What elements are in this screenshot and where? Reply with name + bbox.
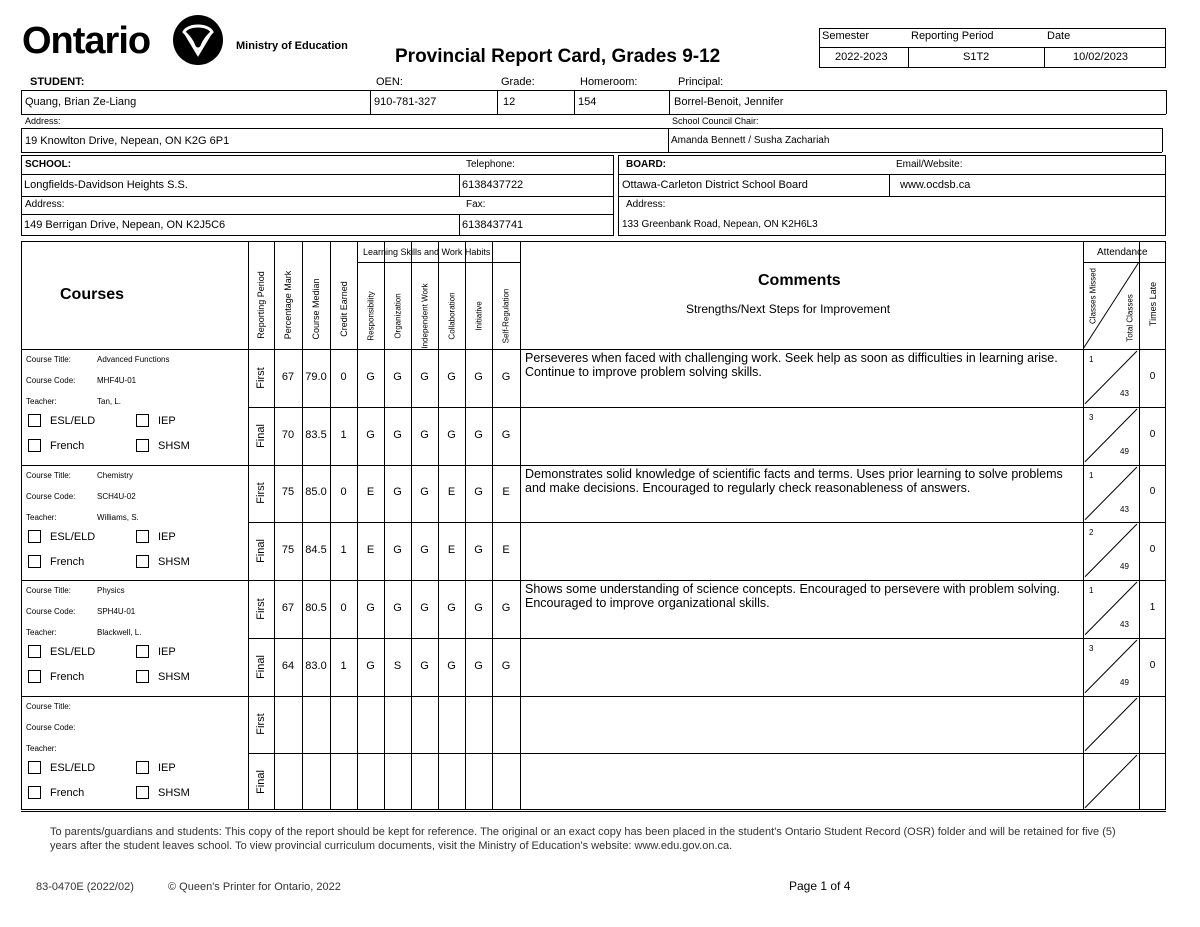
lswh-header: Learning Skills and Work Habits	[363, 247, 491, 257]
course-0-final-skill-3: G	[447, 428, 456, 441]
skill-header-0: Responsibility	[366, 290, 375, 341]
course-2-final-median: 83.0	[305, 659, 327, 672]
course-3-esl-label: ESL/ELD	[50, 761, 96, 774]
comments-header: Comments	[758, 272, 841, 289]
skill-header-1: Organization	[393, 292, 402, 339]
course-1-iep-checkbox[interactable]	[136, 530, 149, 543]
course-0-info-value-0: Advanced Functions	[97, 355, 170, 364]
course-1-first-skill-2: G	[420, 486, 429, 499]
course-0-first-late: 0	[1149, 370, 1156, 382]
semester-value: 2022-2023	[835, 51, 888, 63]
course-1-comment: Demonstrates solid knowledge of scientific facts and terms. Uses prior learning to solve problems and make decisions. Encouraged to regularly check reasonableness of answers.	[525, 466, 1063, 495]
ministry-label: Ministry of Education	[236, 40, 348, 52]
oen-value: 910-781-327	[374, 96, 437, 108]
course-0-final-skill-0: G	[366, 428, 375, 441]
date-value: 10/02/2023	[1073, 51, 1129, 63]
school-label: SCHOOL:	[25, 159, 72, 170]
course-2-first-skill-5: G	[501, 601, 511, 614]
comments-subheader: Strengths/Next Steps for Improvement	[686, 302, 891, 316]
board-name: Ottawa-Carleton District School Board	[622, 179, 808, 191]
course-0-first-skill-2: G	[420, 370, 429, 383]
attendance-header: Attendance	[1097, 247, 1148, 258]
course-3-french-label: French	[50, 786, 85, 799]
course-0-first-mark: 67	[281, 370, 295, 383]
course-1-final-skill-3: E	[447, 544, 456, 557]
classes-missed-header: Classes Missed	[1088, 267, 1098, 325]
course-1-info-value-1: SCH4U-02	[97, 491, 136, 501]
course-2-info-value-1: SPH4U-01	[97, 607, 136, 616]
course-0-esl-label: ESL/ELD	[50, 415, 96, 427]
course-2-first-total: 43	[1120, 620, 1129, 629]
semester-label: Semester	[822, 30, 870, 42]
course-0-french-checkbox[interactable]	[28, 439, 41, 452]
course-0-final-skill-1: G	[393, 428, 402, 441]
course-2-first-skill-4: G	[474, 601, 483, 614]
course-1-first-mark: 75	[281, 486, 295, 499]
courses-header: Courses	[60, 286, 125, 303]
course-2-first-mark: 67	[281, 601, 295, 614]
page-number: Page 1 of 4	[789, 879, 851, 893]
grade-label: Grade:	[501, 76, 535, 88]
course-2-final-skill-0: G	[366, 659, 375, 672]
course-0-final-total: 49	[1120, 446, 1129, 456]
course-1-info-value-0: Chemistry	[97, 470, 134, 480]
course-1-first-late: 0	[1149, 486, 1156, 498]
period-value: S1T2	[963, 51, 990, 63]
course-0-final-median: 83.5	[305, 428, 327, 441]
grade-value: 12	[503, 96, 516, 108]
course-0-first-missed: 1	[1089, 355, 1094, 364]
course-1-final-skill-4: G	[474, 544, 483, 557]
course-2-first-skill-3: G	[447, 601, 456, 614]
course-3-final-attendance-diagonal	[1083, 753, 1139, 811]
course-0-final-credit: 1	[340, 428, 347, 441]
course-2-first-missed: 1	[1089, 586, 1094, 595]
course-2-info-label-1: Course Code:	[26, 607, 76, 616]
course-3-shsm-label: SHSM	[158, 786, 190, 799]
school-address: 149 Berrigan Drive, Nepean, ON K2J5C6	[24, 219, 226, 231]
course-2-final-skill-1: S	[393, 659, 402, 672]
course-1-final-period: Final	[255, 539, 267, 564]
course-0-info-label-0: Course Title:	[26, 355, 71, 364]
course-1-first-missed: 1	[1089, 470, 1094, 480]
course-2-first-median: 80.5	[305, 601, 327, 614]
reporting-period-header: Reporting Period	[256, 271, 266, 339]
ontario-trillium-logo	[172, 14, 224, 66]
course-2-first-late: 1	[1149, 601, 1156, 613]
course-2-iep-label: IEP	[158, 646, 176, 658]
course-0-first-period: First	[255, 367, 267, 389]
course-2-first-credit: 0	[340, 601, 347, 614]
course-0-final-period: Final	[255, 423, 267, 448]
course-0-first-total: 43	[1120, 389, 1129, 398]
course-2-first-period: First	[255, 598, 267, 620]
course-3-info-label-1: Course Code:	[26, 722, 76, 732]
course-3-french-checkbox[interactable]	[28, 786, 41, 799]
course-0-first-median: 79.0	[305, 370, 327, 383]
school-name: Longfields-Davidson Heights S.S.	[24, 179, 188, 191]
course-2-final-skill-5: G	[501, 659, 511, 672]
course-1-esl-checkbox[interactable]	[28, 530, 41, 543]
course-2-french-checkbox[interactable]	[28, 670, 41, 683]
course-1-info-value-2: Williams, S.	[97, 512, 139, 522]
course-2-info-label-0: Course Title:	[26, 586, 71, 595]
course-1-french-label: French	[50, 555, 85, 568]
student-label: STUDENT:	[30, 76, 85, 88]
course-1-first-skill-3: E	[447, 486, 456, 499]
course-0-info-label-1: Course Code:	[26, 376, 76, 385]
course-1-final-skill-5: E	[502, 544, 510, 557]
course-1-final-skill-2: G	[420, 544, 429, 557]
course-0-comment: Perseveres when faced with challenging work. Seek help as soon as difficulties in learning arise. Continue to improve problem solving skills.	[525, 351, 1058, 379]
course-1-shsm-checkbox[interactable]	[136, 555, 149, 568]
course-0-iep-checkbox[interactable]	[136, 414, 149, 427]
course-1-first-skill-1: G	[393, 486, 402, 499]
course-2-first-skill-0: G	[366, 601, 375, 614]
course-1-final-total: 49	[1120, 562, 1129, 572]
course-0-first-skill-0: G	[366, 370, 375, 383]
homeroom-value: 154	[578, 96, 597, 108]
course-0-esl-checkbox[interactable]	[28, 414, 41, 427]
course-1-esl-label: ESL/ELD	[50, 530, 96, 543]
course-2-first-skill-1: G	[393, 601, 402, 614]
course-0-first-skill-1: G	[393, 370, 402, 383]
course-0-info-label-2: Teacher:	[26, 397, 57, 406]
course-2-final-mark: 64	[281, 659, 295, 672]
course-0-first-skill-5: G	[501, 370, 511, 383]
student-address-label: Address:	[25, 116, 61, 126]
course-2-final-skill-3: G	[447, 659, 456, 672]
course-3-shsm-checkbox[interactable]	[136, 786, 149, 799]
course-2-info-value-0: Physics	[97, 586, 125, 595]
copyright: © Queen's Printer for Ontario, 2022	[168, 881, 341, 893]
course-1-first-median: 85.0	[305, 486, 327, 499]
course-1-final-credit: 1	[340, 544, 347, 557]
course-0-shsm-checkbox[interactable]	[136, 439, 149, 452]
course-0-first-credit: 0	[340, 370, 347, 383]
course-2-info-value-2: Blackwell, L.	[97, 628, 142, 637]
fax-value: 6138437741	[462, 219, 524, 231]
course-1-info-label-1: Course Code:	[26, 491, 76, 501]
percentage-mark-header: Percentage Mark	[283, 270, 293, 340]
date-label: Date	[1047, 30, 1071, 42]
principal-value: Borrel-Benoit, Jennifer	[674, 96, 784, 108]
skill-header-3: Collaboration	[447, 291, 456, 340]
course-0-first-skill-4: G	[474, 370, 483, 383]
course-1-final-missed: 2	[1089, 528, 1094, 538]
course-1-first-skill-5: E	[502, 486, 510, 499]
fax-label: Fax:	[466, 199, 486, 210]
course-2-esl-label: ESL/ELD	[50, 646, 96, 658]
course-1-final-skill-0: E	[366, 544, 375, 557]
course-2-final-missed: 3	[1089, 643, 1094, 653]
course-0-final-skill-5: G	[501, 428, 511, 441]
course-3-first-attendance-diagonal	[1083, 696, 1139, 754]
course-1-shsm-label: SHSM	[158, 555, 190, 568]
period-label: Reporting Period	[911, 30, 994, 42]
principal-label: Principal:	[678, 76, 724, 88]
course-3-esl-checkbox[interactable]	[28, 761, 41, 774]
phone-label: Telephone:	[466, 159, 515, 170]
course-1-first-skill-4: G	[474, 486, 483, 499]
course-2-shsm-checkbox[interactable]	[136, 670, 149, 683]
board-address-label: Address:	[626, 199, 666, 210]
course-1-first-credit: 0	[340, 486, 347, 499]
course-2-final-credit: 1	[340, 659, 347, 672]
course-1-iep-label: IEP	[158, 530, 176, 543]
student-address: 19 Knowlton Drive, Nepean, ON K2G 6P1	[25, 135, 230, 147]
course-0-first-skill-3: G	[447, 370, 456, 383]
table-border	[21, 241, 1166, 810]
skill-header-4: Initiative	[474, 300, 483, 331]
board-label: BOARD:	[626, 159, 666, 170]
course-2-final-late: 0	[1149, 659, 1156, 671]
course-2-final-period: Final	[255, 654, 267, 679]
footer-note: To parents/guardians and students: This copy of the report should be kept for reference. The original or an exact copy has been placed in the student's Ontario Student Record (OSR) folder and will be retained for five (5) years after the student leaves school. To view provincial curriculum documents, visit the Ministry of Education's website: www.edu.gov.on.ca.	[50, 826, 1116, 852]
school-address-label: Address:	[25, 199, 65, 210]
course-0-info-value-1: MHF4U-01	[97, 376, 137, 385]
board-address: 133 Greenbank Road, Nepean, ON K2H6L3	[622, 219, 818, 230]
course-1-final-late: 0	[1149, 544, 1156, 556]
course-2-final-skill-4: G	[474, 659, 483, 672]
form-code: 83-0470E (2022/02)	[36, 881, 134, 893]
course-1-first-skill-0: E	[366, 486, 375, 499]
course-0-final-late: 0	[1149, 428, 1156, 440]
course-0-final-mark: 70	[281, 428, 295, 441]
course-1-info-label-2: Teacher:	[26, 512, 57, 522]
oen-label: OEN:	[376, 76, 403, 88]
credit-earned-header: Credit Earned	[338, 281, 349, 337]
course-1-first-period: First	[255, 482, 267, 505]
total-classes-header: Total Classes	[1125, 294, 1135, 342]
course-1-french-checkbox[interactable]	[28, 555, 41, 568]
course-median-header: Course Median	[311, 278, 321, 340]
course-3-final-period: Final	[255, 770, 267, 795]
web-value: www.ocdsb.ca	[900, 179, 971, 191]
course-2-first-skill-2: G	[420, 601, 429, 614]
course-3-iep-checkbox[interactable]	[136, 761, 149, 774]
skill-header-2: Independent Work	[420, 282, 429, 349]
student-name: Quang, Brian Ze-Liang	[25, 96, 137, 108]
course-2-comment: Shows some understanding of science concepts. Encouraged to persevere with problem solving. Encouraged to improve organizational skills.	[525, 582, 1061, 610]
council-label: School Council Chair:	[672, 116, 759, 126]
course-2-info-label-2: Teacher:	[26, 628, 57, 637]
course-1-first-total: 43	[1120, 504, 1129, 514]
web-label: Email/Website:	[896, 159, 963, 170]
homeroom-label: Homeroom:	[580, 76, 638, 88]
course-0-final-missed: 3	[1089, 412, 1094, 422]
course-3-first-period: First	[255, 713, 267, 736]
course-2-shsm-label: SHSM	[158, 671, 190, 683]
course-2-iep-checkbox[interactable]	[136, 645, 149, 658]
page-title: Provincial Report Card, Grades 9-12	[395, 46, 721, 67]
course-3-iep-label: IEP	[158, 761, 176, 774]
course-2-final-total: 49	[1120, 677, 1129, 687]
course-1-final-mark: 75	[281, 544, 295, 557]
course-0-final-skill-2: G	[420, 428, 429, 441]
council-value: Amanda Bennett / Susha Zachariah	[671, 135, 830, 146]
course-0-shsm-label: SHSM	[158, 440, 190, 452]
ontario-wordmark: Ontario	[22, 20, 151, 62]
course-0-final-skill-4: G	[474, 428, 483, 441]
course-2-final-skill-2: G	[420, 659, 429, 672]
skill-header-5: Self-Regulation	[501, 288, 511, 343]
course-2-esl-checkbox[interactable]	[28, 645, 41, 658]
phone-value: 6138437722	[462, 179, 524, 191]
course-2-french-label: French	[50, 671, 85, 683]
course-3-info-label-2: Teacher:	[26, 743, 57, 753]
course-0-info-value-2: Tan, L.	[97, 397, 122, 406]
course-1-info-label-0: Course Title:	[26, 470, 71, 480]
course-0-iep-label: IEP	[158, 415, 176, 427]
course-1-final-skill-1: G	[393, 544, 402, 557]
course-3-info-label-0: Course Title:	[26, 701, 71, 711]
course-0-french-label: French	[50, 440, 85, 452]
course-1-final-median: 84.5	[305, 544, 327, 557]
times-late-header: Times Late	[1147, 281, 1158, 327]
